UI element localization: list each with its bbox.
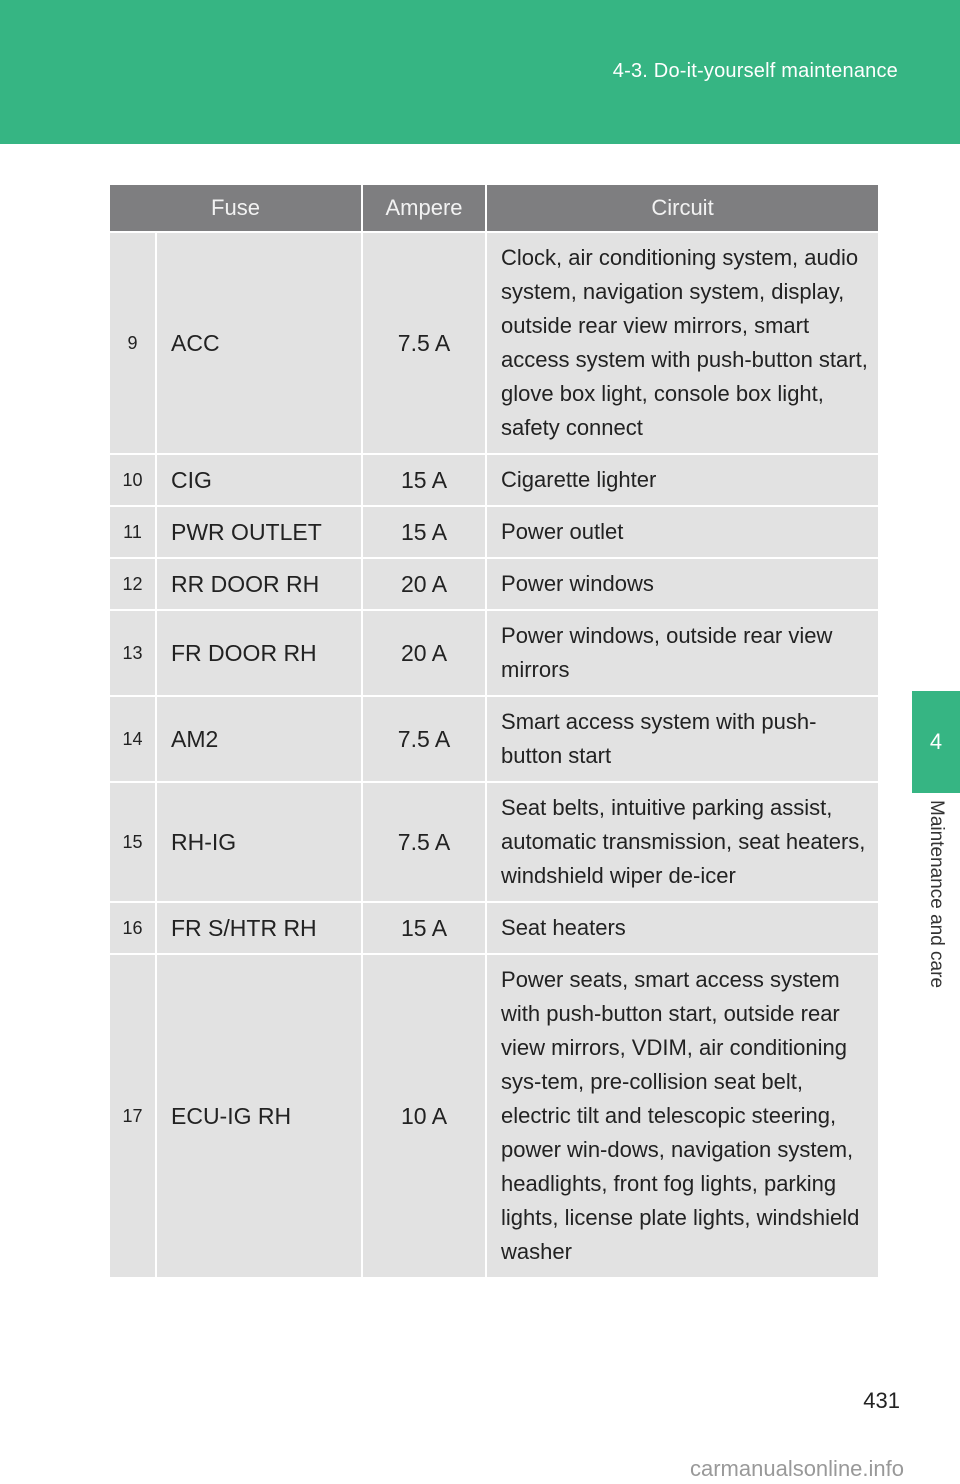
- fuse-name: CIG: [156, 454, 362, 506]
- fuse-name: AM2: [156, 696, 362, 782]
- fuse-number: 9: [110, 232, 156, 454]
- fuse-ampere: 20 A: [362, 558, 486, 610]
- fuse-circuit: Power windows, outside rear view mirrors: [486, 610, 878, 696]
- page-number: 431: [863, 1388, 900, 1413]
- fuse-ampere: 15 A: [362, 454, 486, 506]
- fuse-number: 13: [110, 610, 156, 696]
- table-row: [110, 232, 878, 454]
- chapter-number: 4: [929, 729, 943, 754]
- table-row: [110, 954, 878, 1277]
- fuse-ampere: 7.5 A: [362, 232, 486, 454]
- fuse-ampere: 7.5 A: [362, 782, 486, 902]
- page-header: [0, 0, 960, 144]
- fuse-circuit: Clock, air conditioning system, audio system, navigation system, display, outside rear view mirrors, smart access system with push-button start, glove box light, console box light, safety connect: [486, 232, 878, 454]
- fuse-name: FR DOOR RH: [156, 610, 362, 696]
- fuse-number: 10: [110, 454, 156, 506]
- column-header-circuit: Circuit: [486, 185, 878, 232]
- fuse-circuit: Seat belts, intuitive parking assist, automatic transmission, seat heaters, windshield wiper de-icer: [486, 782, 878, 902]
- table-row: [110, 558, 878, 610]
- chapter-label: [912, 800, 960, 1030]
- watermark: carmanualsonline.info: [634, 1454, 960, 1484]
- fuse-circuit: Power outlet: [486, 506, 878, 558]
- fuse-number: 12: [110, 558, 156, 610]
- fuse-name: PWR OUTLET: [156, 506, 362, 558]
- fuse-number: 15: [110, 782, 156, 902]
- fuse-ampere: 10 A: [362, 954, 486, 1277]
- fuse-name: RR DOOR RH: [156, 558, 362, 610]
- fuse-circuit: Cigarette lighter: [486, 454, 878, 506]
- table-header-row: [110, 185, 878, 232]
- fuse-number: 14: [110, 696, 156, 782]
- chapter-label-text: Maintenance and care: [926, 800, 947, 989]
- fuse-ampere: 15 A: [362, 506, 486, 558]
- section-title: 4-3. Do-it-yourself maintenance: [612, 60, 898, 82]
- fuse-circuit: Power seats, smart access system with push-button start, outside rear view mirrors, VDIM, air conditioning sys-tem, pre-collision seat belt, electric tilt and telescopic steering, power win-dows, navigation system, headlights, front fog lights, parking lights, license plate lights, windshield washer: [486, 954, 878, 1277]
- fuse-table: [110, 185, 878, 1277]
- fuse-number: 11: [110, 506, 156, 558]
- fuse-circuit: Smart access system with push-button start: [486, 696, 878, 782]
- table-row: [110, 782, 878, 902]
- table-row: [110, 610, 878, 696]
- fuse-ampere: 20 A: [362, 610, 486, 696]
- fuse-name: ACC: [156, 232, 362, 454]
- chapter-tab: [912, 691, 960, 793]
- fuse-number: 17: [110, 954, 156, 1277]
- column-header-ampere: Ampere: [362, 185, 486, 232]
- fuse-circuit: Power windows: [486, 558, 878, 610]
- column-header-fuse: Fuse: [110, 185, 362, 232]
- fuse-name: FR S/HTR RH: [156, 902, 362, 954]
- fuse-name: RH-IG: [156, 782, 362, 902]
- fuse-number: 16: [110, 902, 156, 954]
- table-row: [110, 696, 878, 782]
- fuse-ampere: 7.5 A: [362, 696, 486, 782]
- fuse-name: ECU-IG RH: [156, 954, 362, 1277]
- table-row: [110, 454, 878, 506]
- fuse-circuit: Seat heaters: [486, 902, 878, 954]
- fuse-ampere: 15 A: [362, 902, 486, 954]
- table-row: [110, 902, 878, 954]
- table-row: [110, 506, 878, 558]
